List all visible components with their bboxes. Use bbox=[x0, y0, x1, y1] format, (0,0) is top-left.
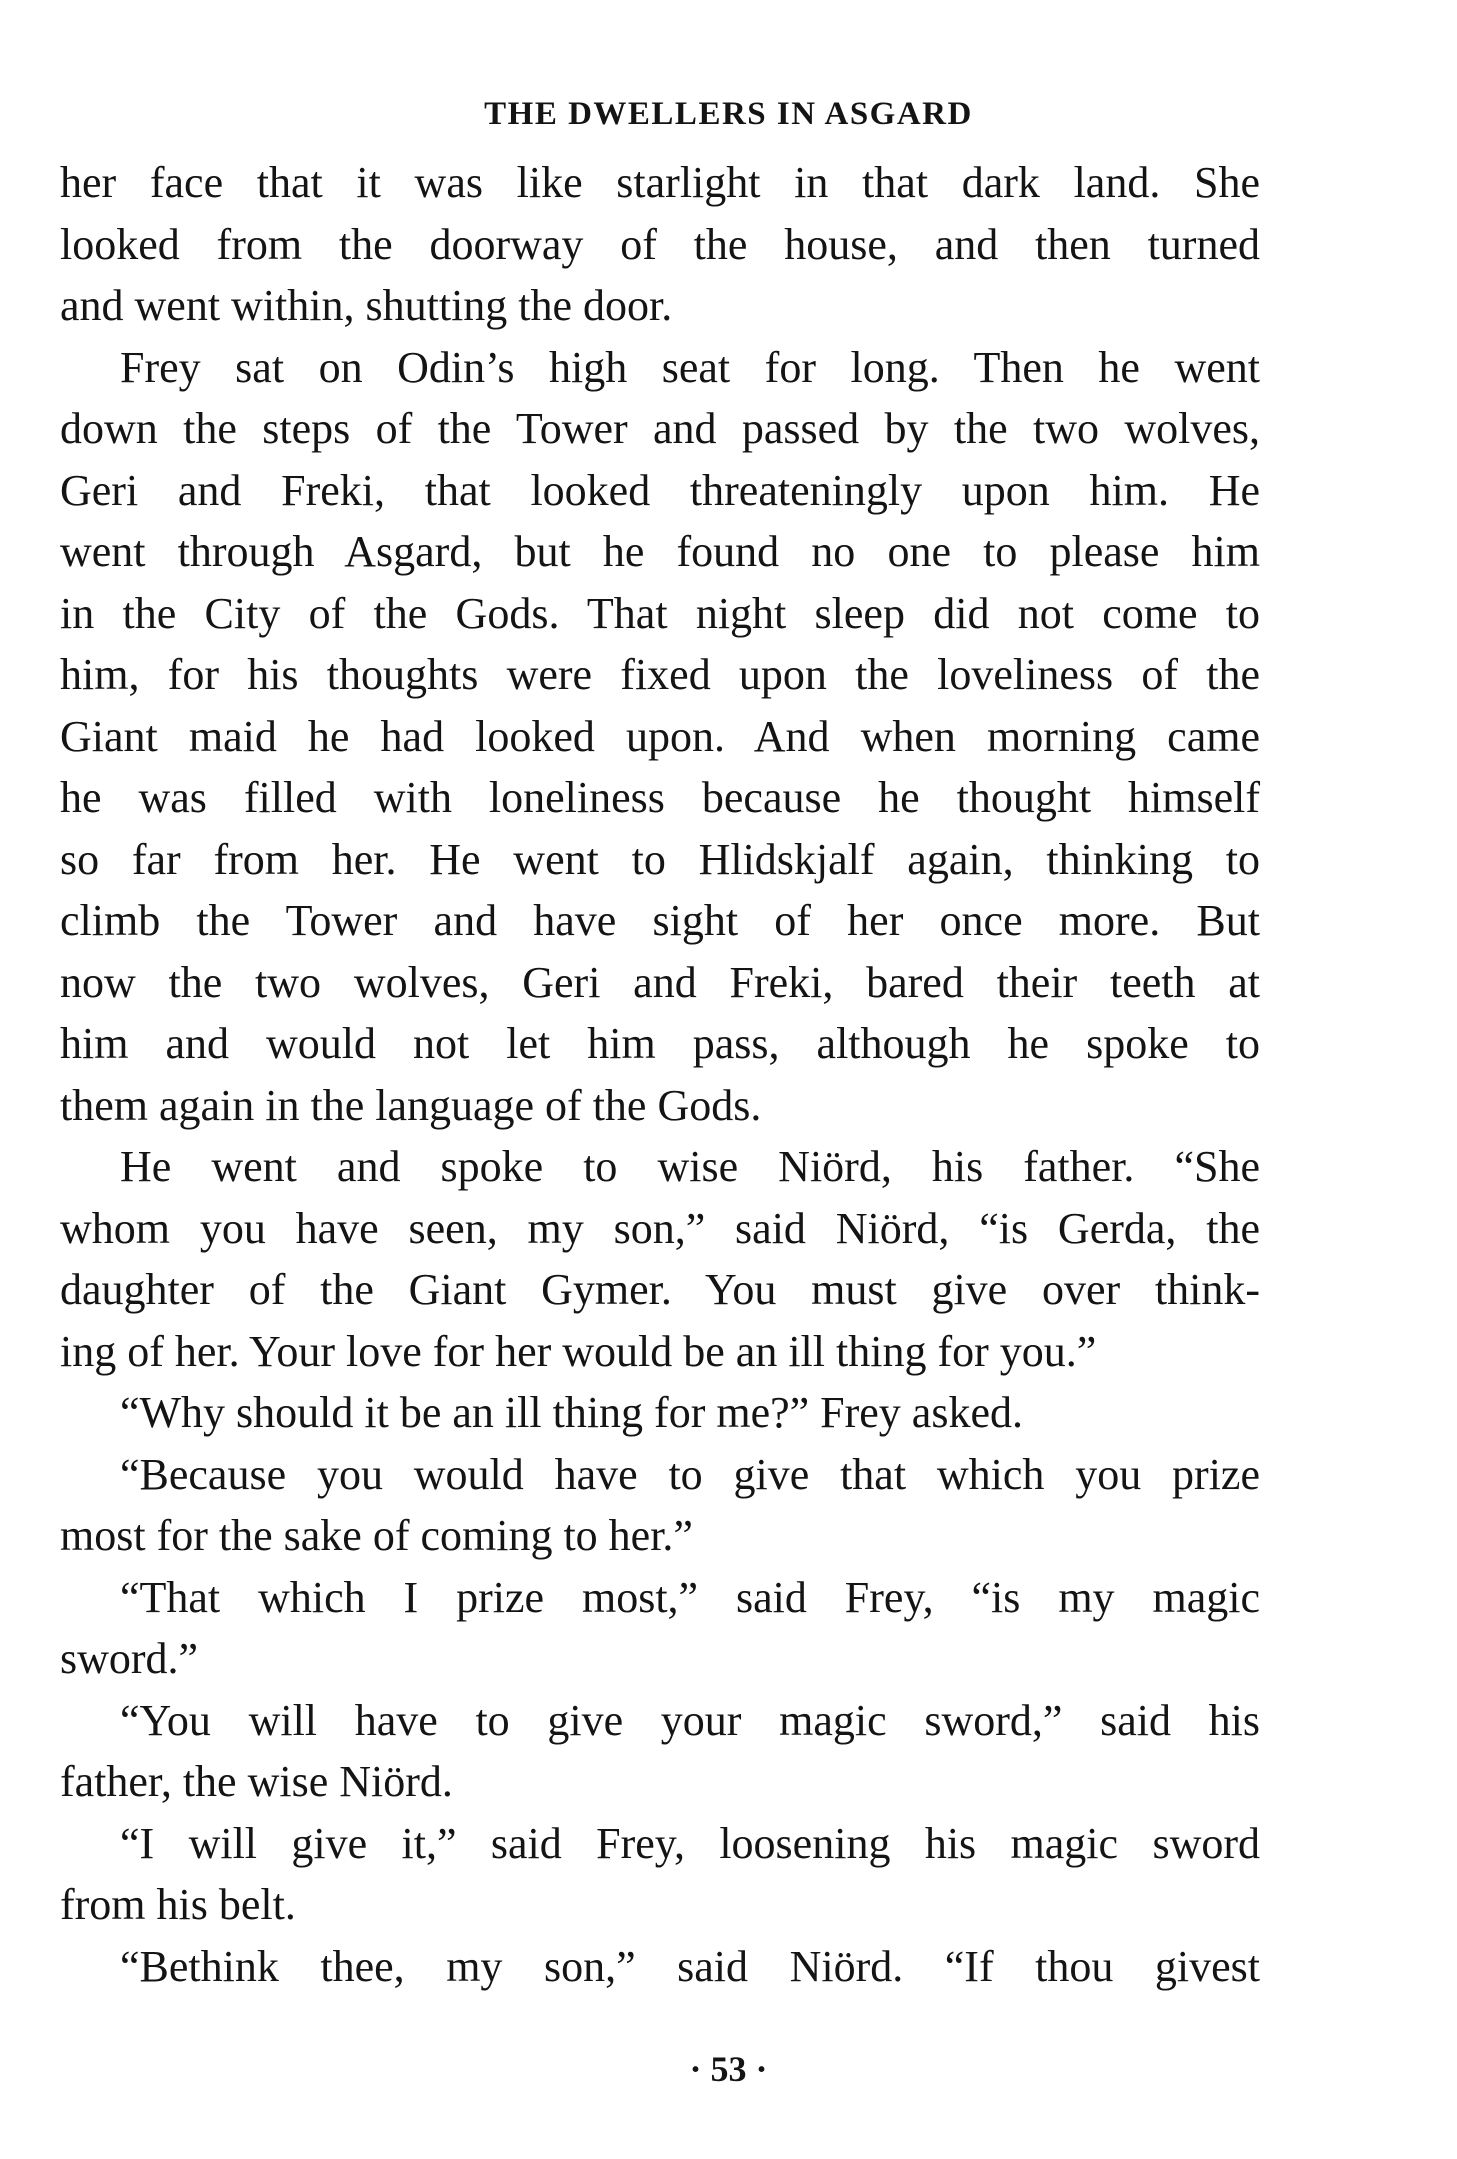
text-line: in the City of the Gods. That night sleep did not come to bbox=[60, 588, 1260, 638]
text-line: Frey sat on Odin’s high seat for long. Then he went bbox=[120, 342, 1260, 392]
text-line: sword.” bbox=[60, 1634, 199, 1683]
text-line: father, the wise Niörd. bbox=[60, 1757, 453, 1806]
text-line: him, for his thoughts were fixed upon the loveliness of the bbox=[60, 650, 1260, 699]
text-line: “Why should it be an ill thing for me?” Frey asked. bbox=[120, 1388, 1023, 1437]
text-line: whom you have seen, my son,” said Niörd, “is Gerda, the bbox=[60, 1203, 1260, 1253]
text-line: looked from the doorway of the house, and then turned bbox=[60, 219, 1260, 269]
text-line: from his belt. bbox=[60, 1880, 296, 1929]
text-line: now the two wolves, Geri and Freki, bared their teeth at bbox=[60, 957, 1260, 1007]
text-line: most for the sake of coming to her.” bbox=[60, 1511, 693, 1560]
text-line: daughter of the Giant Gymer. You must give over think- bbox=[60, 1265, 1260, 1314]
text-line: “Because you would have to give that which you prize bbox=[120, 1449, 1260, 1499]
text-line: down the steps of the Tower and passed by the two wolves, bbox=[60, 404, 1260, 453]
text-line: “You will have to give your magic sword,” said his bbox=[120, 1695, 1260, 1745]
text-line: ing of her. Your love for her would be an ill thing for you.” bbox=[60, 1326, 1097, 1376]
text-line: him and would not let him pass, although he spoke to bbox=[60, 1019, 1260, 1068]
text-line: Geri and Freki, that looked threateningly upon him. He bbox=[60, 465, 1260, 515]
text-line: “Bethink thee, my son,” said Niörd. “If thou givest bbox=[120, 1941, 1260, 1991]
text-line: so far from her. He went to Hlidskjalf again, thinking to bbox=[60, 834, 1260, 884]
text-line: he was filled with loneliness because he thought himself bbox=[60, 773, 1260, 822]
text-line: Giant maid he had looked upon. And when morning came bbox=[60, 711, 1260, 761]
text-line: went through Asgard, but he found no one to please him bbox=[60, 527, 1260, 576]
text-line: them again in the language of the Gods. bbox=[60, 1080, 762, 1130]
text-line: and went within, shutting the door. bbox=[60, 281, 673, 330]
text-line: her face that it was like starlight in that dark land. She bbox=[60, 158, 1260, 207]
running-head: THE DWELLERS IN ASGARD bbox=[484, 96, 973, 132]
text-line: “I will give it,” said Frey, loosening his magic sword bbox=[120, 1818, 1260, 1868]
body-text bbox=[60, 152, 1260, 1997]
text-line: He went and spoke to wise Niörd, his father. “She bbox=[120, 1142, 1260, 1191]
text-line: climb the Tower and have sight of her once more. But bbox=[60, 896, 1260, 945]
text-line: “That which I prize most,” said Frey, “is my magic bbox=[120, 1572, 1260, 1622]
page-number: · 53 · bbox=[689, 2049, 768, 2089]
